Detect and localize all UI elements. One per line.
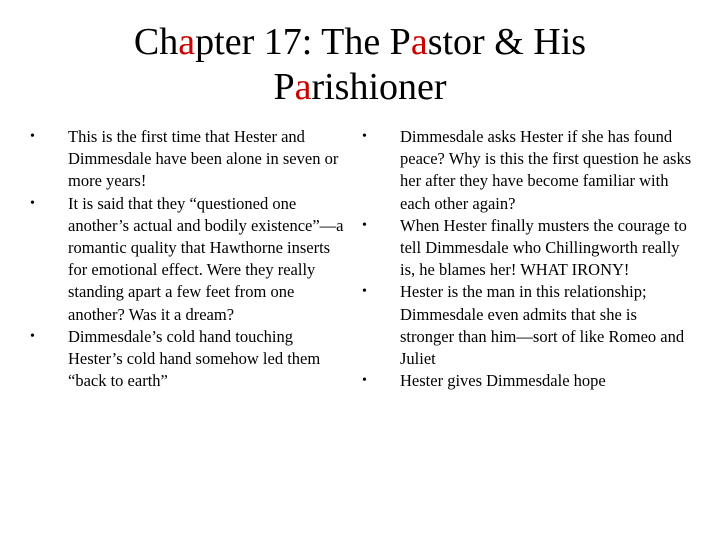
bullet-item [362, 215, 692, 282]
bullet-item [30, 193, 350, 326]
left-column [30, 126, 350, 392]
title-accent-letter: a [294, 66, 312, 108]
bullet-icon: • [362, 284, 367, 300]
title-accent-letter: a [178, 21, 196, 63]
bullet-icon: • [362, 217, 367, 233]
bullet-icon: • [362, 373, 367, 389]
title-text: P [273, 66, 295, 108]
bullet-text: Dimmesdale’s cold hand touching Hester’s cold hand somehow led them “back to earth” [68, 326, 321, 391]
title-text: stor & His [427, 21, 587, 63]
bullet-item [30, 126, 350, 193]
title-text: Ch [133, 21, 179, 63]
right-bullet-list [362, 126, 692, 392]
bullet-icon: • [362, 129, 367, 144]
bullet-text: Hester gives Dimmesdale hope [400, 371, 606, 391]
bullet-text: Hester is the man in this relationship; Dimmesdale even admits that she is stronger than him—sort of like Romeo and Juliet [400, 282, 685, 369]
bullet-item [362, 370, 692, 392]
left-bullet-list [30, 126, 350, 392]
bullet-text: This is the first time that Hester and Dimmesdale have been alone in seven or more years! [68, 127, 339, 191]
title-accent-letter: a [410, 21, 428, 63]
slide-title [60, 20, 660, 110]
bullet-icon: • [30, 328, 35, 344]
bullet-icon: • [30, 195, 35, 211]
bullet-text: When Hester finally musters the courage to tell Dimmesdale who Chillingworth really is, he blames her! WHAT IRONY! [400, 215, 687, 280]
title-text: pter 17: The P [195, 21, 411, 63]
bullet-item [362, 281, 692, 370]
bullet-text: It is said that they “questioned one another’s actual and bodily existence”—a romantic quality that Hawthorne inserts for emotional effect. Were they really standing apart a few feet from one another? Was it a dream? [68, 193, 344, 324]
title-text: rishioner [311, 66, 447, 108]
bullet-item [30, 326, 350, 393]
bullet-text: Dimmesdale asks Hester if she has found peace? Why is this the first question he asks her after they have become familiar with each other again? [400, 127, 692, 213]
right-column [362, 126, 692, 392]
bullet-item [362, 126, 692, 215]
bullet-icon: • [30, 129, 35, 144]
